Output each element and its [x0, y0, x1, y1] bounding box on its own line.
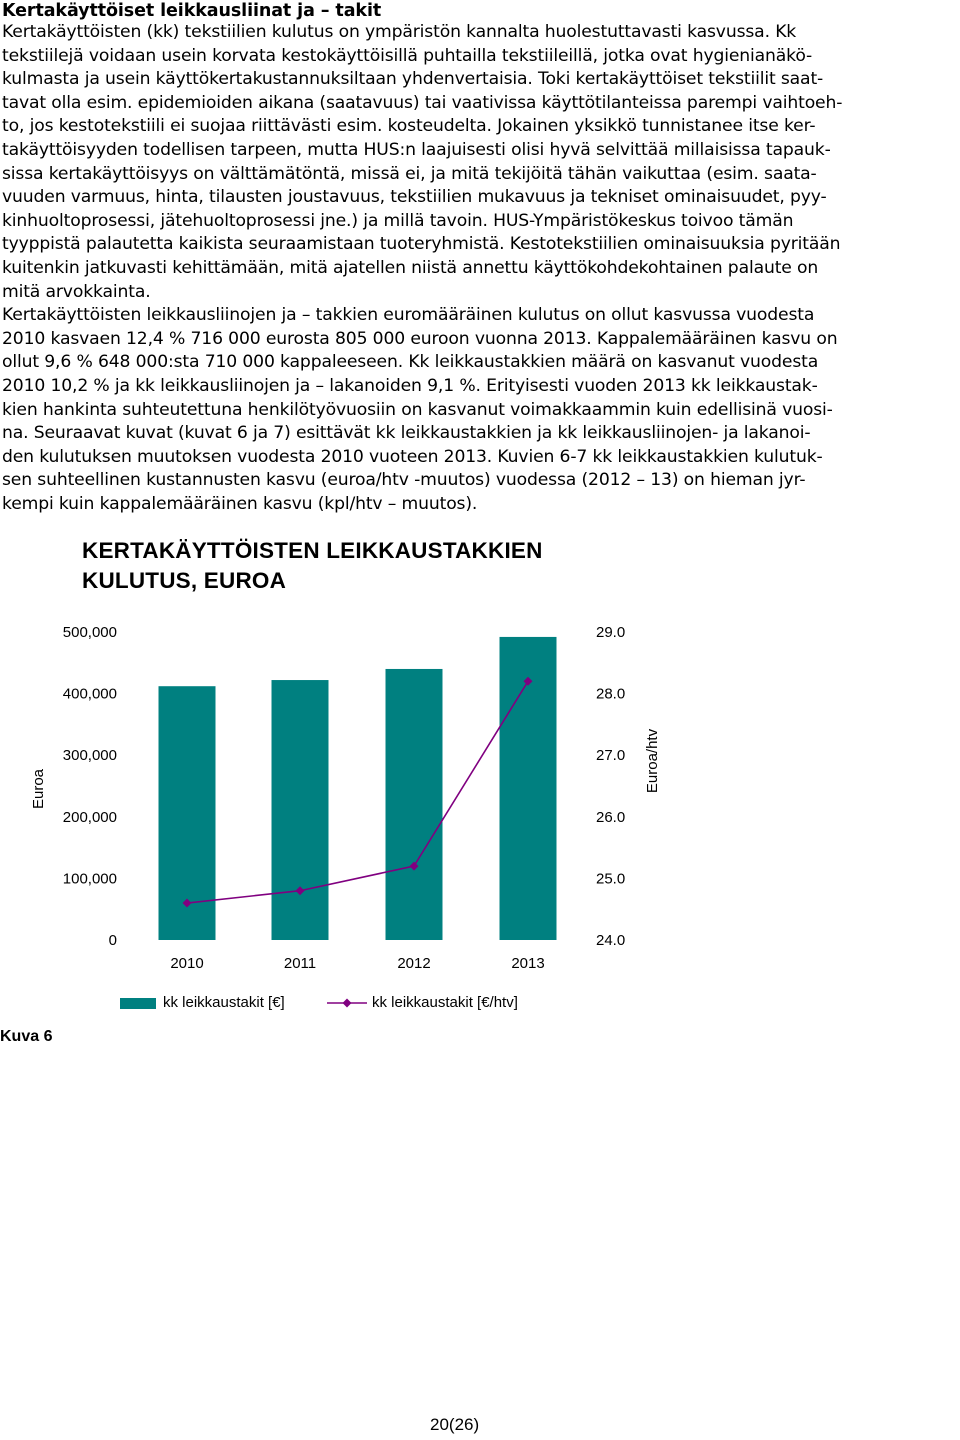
section-heading: Kertakäyttöiset leikkausliinat ja – takit: [2, 1, 382, 21]
body-line: tyyppistä palautetta kaikista seuraamistaan tuoteryhmistä. Kestotekstiilien ominaisuuksia pyritään: [2, 234, 841, 255]
x-tick-label: 2012: [397, 955, 431, 972]
combo-chart: [0, 600, 700, 980]
body-line: kulmasta ja usein käyttökertakustannuksiltaan yhdenvertaisia. Toki kertakäyttöiset tekstiilit saat-: [2, 69, 824, 90]
legend-bar-swatch: [120, 998, 156, 1009]
x-tick-label: 2011: [283, 955, 317, 972]
chart-title: [82, 536, 543, 596]
y2-axis-label: Euroa/htv: [644, 728, 661, 794]
body-line: sen suhteellinen kustannusten kasvu (euroa/htv -muutos) vuodessa (2012 – 13) on hieman jyr-: [2, 470, 806, 491]
body-line: 2010 10,2 % ja kk leikkausliinojen ja – lakanoiden 9,1 %. Erityisesti vuoden 2013 kk leikkaustak-: [2, 375, 818, 396]
legend-line-swatch: [327, 994, 367, 1014]
y-tick-label: 200,000: [62, 808, 117, 826]
page-number: 20(26): [430, 1415, 480, 1434]
x-tick-label: 2013: [511, 955, 545, 972]
body-line: tekstiilejä voidaan usein korvata kestokäyttöisillä puhtailla tekstiileillä, jotka ovat hygienianäkö-: [2, 45, 813, 66]
body-line: kempi kuin kappalemääräinen kasvu (kpl/htv – muutos).: [2, 493, 478, 514]
body-line: kinhuoltoprosessi, jätehuoltoprosessi jne.) ja millä tavoin. HUS-Ympäristökeskus toivoo tämän: [2, 210, 794, 231]
body-line: takäyttöisyyden todellisen tarpeen, mutta HUS:n laajuisesti olisi hyvä selvittää millaisissa tapauk-: [2, 139, 831, 160]
figure-label: Kuva 6: [0, 1028, 53, 1045]
body-paragraphs: [2, 21, 958, 516]
y-tick-label: 300,000: [62, 747, 117, 765]
x-tick-label: 2010: [170, 955, 204, 972]
y-tick-label: 100,000: [62, 870, 117, 888]
bar-2011: [272, 680, 329, 940]
y-tick-label: 400,000: [62, 685, 117, 703]
chart-title-line-2: KULUTUS, EUROA: [82, 568, 287, 593]
legend-diamond-marker: [343, 999, 352, 1008]
y2-tick-label: 27.0: [596, 747, 626, 765]
y2-tick-label: 28.0: [596, 685, 626, 703]
legend-line-label: kk leikkaustakit [€/htv]: [372, 994, 518, 1011]
body-line: kien hankinta suhteutettuna henkilötyövuosiin on kasvanut voimakkaammin kuin edellisinä vuosi-: [2, 399, 833, 420]
y2-tick-label: 24.0: [596, 932, 626, 949]
body-line: na. Seuraavat kuvat (kuvat 6 ja 7) esittävät kk leikkaustakkien ja kk leikkausliinojen- ja lakanoi-: [2, 423, 811, 444]
body-line: vuuden varmuus, hinta, tilausten joustavuus, tekstiilien mukavuus ja tekniset ominaisuudet, pyy-: [2, 187, 827, 208]
line-series: [187, 681, 528, 903]
body-line: den kulutuksen muutoksen vuodesta 2010 vuoteen 2013. Kuvien 6-7 kk leikkaustakkien kulutuk-: [2, 446, 823, 467]
y2-tick-label: 25.0: [596, 870, 626, 888]
bar-2012: [386, 669, 443, 940]
body-line: kuitenkin jatkuvasti kehittämään, mitä ajatellen niistä annettu käyttökohdekohtainen palaute on: [2, 257, 819, 278]
body-line: Kertakäyttöisten (kk) tekstiilien kulutus on ympäristön kannalta huolestuttavasti kasvussa. Kk: [2, 22, 797, 42]
legend-bar-label: kk leikkaustakit [€]: [163, 994, 285, 1011]
y2-tick-label: 29.0: [596, 624, 626, 641]
y-axis-label: Euroa: [30, 768, 47, 810]
chart-title-line-1: KERTAKÄYTTÖISTEN LEIKKAUSTAKKIEN: [82, 538, 543, 563]
y2-tick-label: 26.0: [596, 808, 626, 826]
body-line: ollut 9,6 % 648 000:sta 710 000 kappaleeseen. Kk leikkaustakkien määrä on kasvanut vuodesta: [2, 352, 819, 373]
body-line: tavat olla esim. epidemioiden aikana (saatavuus) tai vaativissa käyttötilanteissa parempi vaihtoeh-: [2, 92, 843, 113]
body-line: sissa kertakäyttöisyys on välttämätöntä, missä ei, ja mitä tekijöitä tähän vaikuttaa (esim. saata-: [2, 163, 817, 184]
body-line: 2010 kasvaen 12,4 % 716 000 eurosta 805 000 euroon vuonna 2013. Kappalemääräinen kasvu on: [2, 328, 838, 349]
body-line: Kertakäyttöisten leikkausliinojen ja – takkien euromääräinen kulutus on ollut kasvussa vuodesta: [2, 305, 815, 326]
body-line: to, jos kestotekstiili ei suojaa riittävästi esim. kosteudelta. Jokainen yksikkö tunnistanee itse ker-: [2, 116, 816, 137]
y-tick-label: 500,000: [62, 624, 117, 641]
body-line: mitä arvokkainta.: [2, 281, 151, 302]
y-tick-label: 0: [108, 932, 117, 949]
